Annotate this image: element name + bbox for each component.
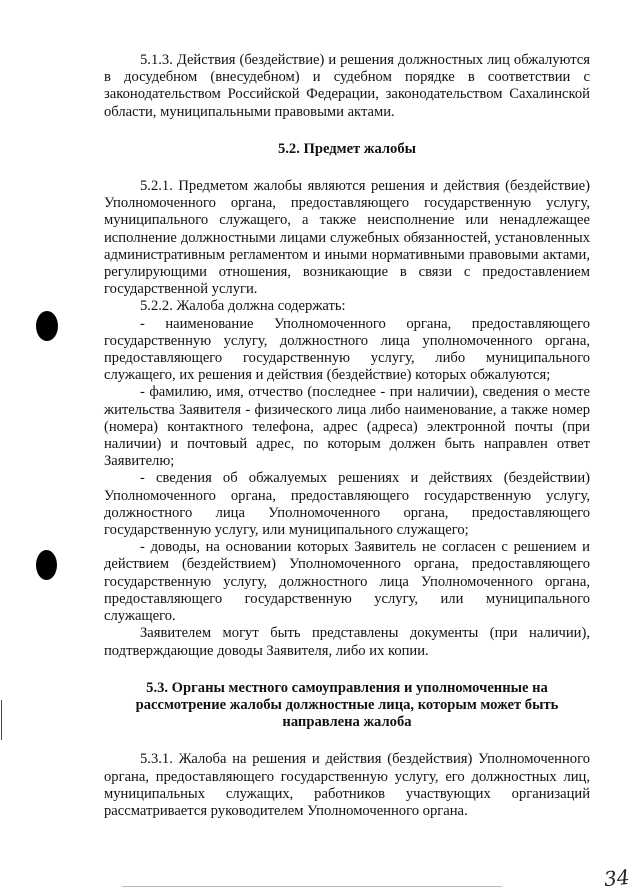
scan-edge-mark [1, 700, 2, 740]
paragraph-5-2-2: 5.2.2. Жалоба должна содержать: [140, 298, 346, 315]
heading-5-2: 5.2. Предмет жалобы [277, 140, 417, 157]
list-item-name: - наименование Уполномоченного органа, предоставляющего государственную услугу, должностного лица уполномоченного органа, предоставляющего государственную услугу, либо муниципального служащего, их решения и действия (бездействие) которых обжалуются; [104, 315, 590, 384]
paragraph-5-1-3: 5.1.3. Действия (бездействие) и решения должностных лиц обжалуются в досудебном (внесудебном) и судебном порядке в соответствии с законодательством Российской Федерации, законодательством Сахалинской области, муниципальными правовыми актами. [104, 52, 590, 120]
punch-hole-mark-bottom [36, 550, 57, 580]
list-item-arguments: - доводы, на основании которых Заявитель не согласен с решением и действием (бездействием) Уполномоченного органа, предоставляющего государственную услугу, должностного лица Уполномоченного органа, предоставляющего государственную услугу, или муниципального служащего. [104, 539, 590, 625]
document-body [104, 52, 590, 820]
scan-bottom-line [122, 886, 502, 887]
paragraph-5-3-1: 5.3.1. Жалоба на решения и действия (бездействия) Уполномоченного органа, предоставляющего государственную услугу, его должностных лиц, муниципальных служащих, работников участвующих организаций рассматривается руководителем Уполномоченного органа. [104, 751, 590, 819]
punch-hole-mark-top [36, 311, 58, 341]
heading-5-3: 5.3. Органы местного самоуправления и уполномоченные на рассмотрение жалобы должностные лица, которым может быть направлена жалоба [135, 679, 559, 731]
paragraph-documents: Заявителем могут быть представлены документы (при наличии), подтверждающие доводы Заявителя, либо их копии. [104, 625, 590, 659]
page-number: 34 [602, 864, 631, 892]
paragraph-5-2-1: 5.2.1. Предметом жалобы являются решения и действия (бездействие) Уполномоченного органа, предоставляющего государственную услугу, муниципального служащего, а также неисполнение или ненадлежащее исполнение должностными лицами служебных обязанностей, установленных административным регламентом и иными нормативными правовыми актами, регулирующими отношения, возникающие в связи с предоставлением государственной услуги. [104, 178, 590, 298]
list-item-applicant-info: - фамилию, имя, отчество (последнее - при наличии), сведения о месте жительства Заявителя - физического лица либо наименование, а также номер (номера) контактного телефона, адрес (адреса) электронной почты (при наличии) и почтовый адрес, по которым должен быть направлен ответ Заявителю; [104, 384, 590, 470]
list-item-appealed-decisions: - сведения об обжалуемых решениях и действиях (бездействии) Уполномоченного органа, предоставляющего государственную услугу, должностного лица Уполномоченного органа, предоставляющего государственную услугу, или муниципального служащего; [104, 470, 590, 539]
